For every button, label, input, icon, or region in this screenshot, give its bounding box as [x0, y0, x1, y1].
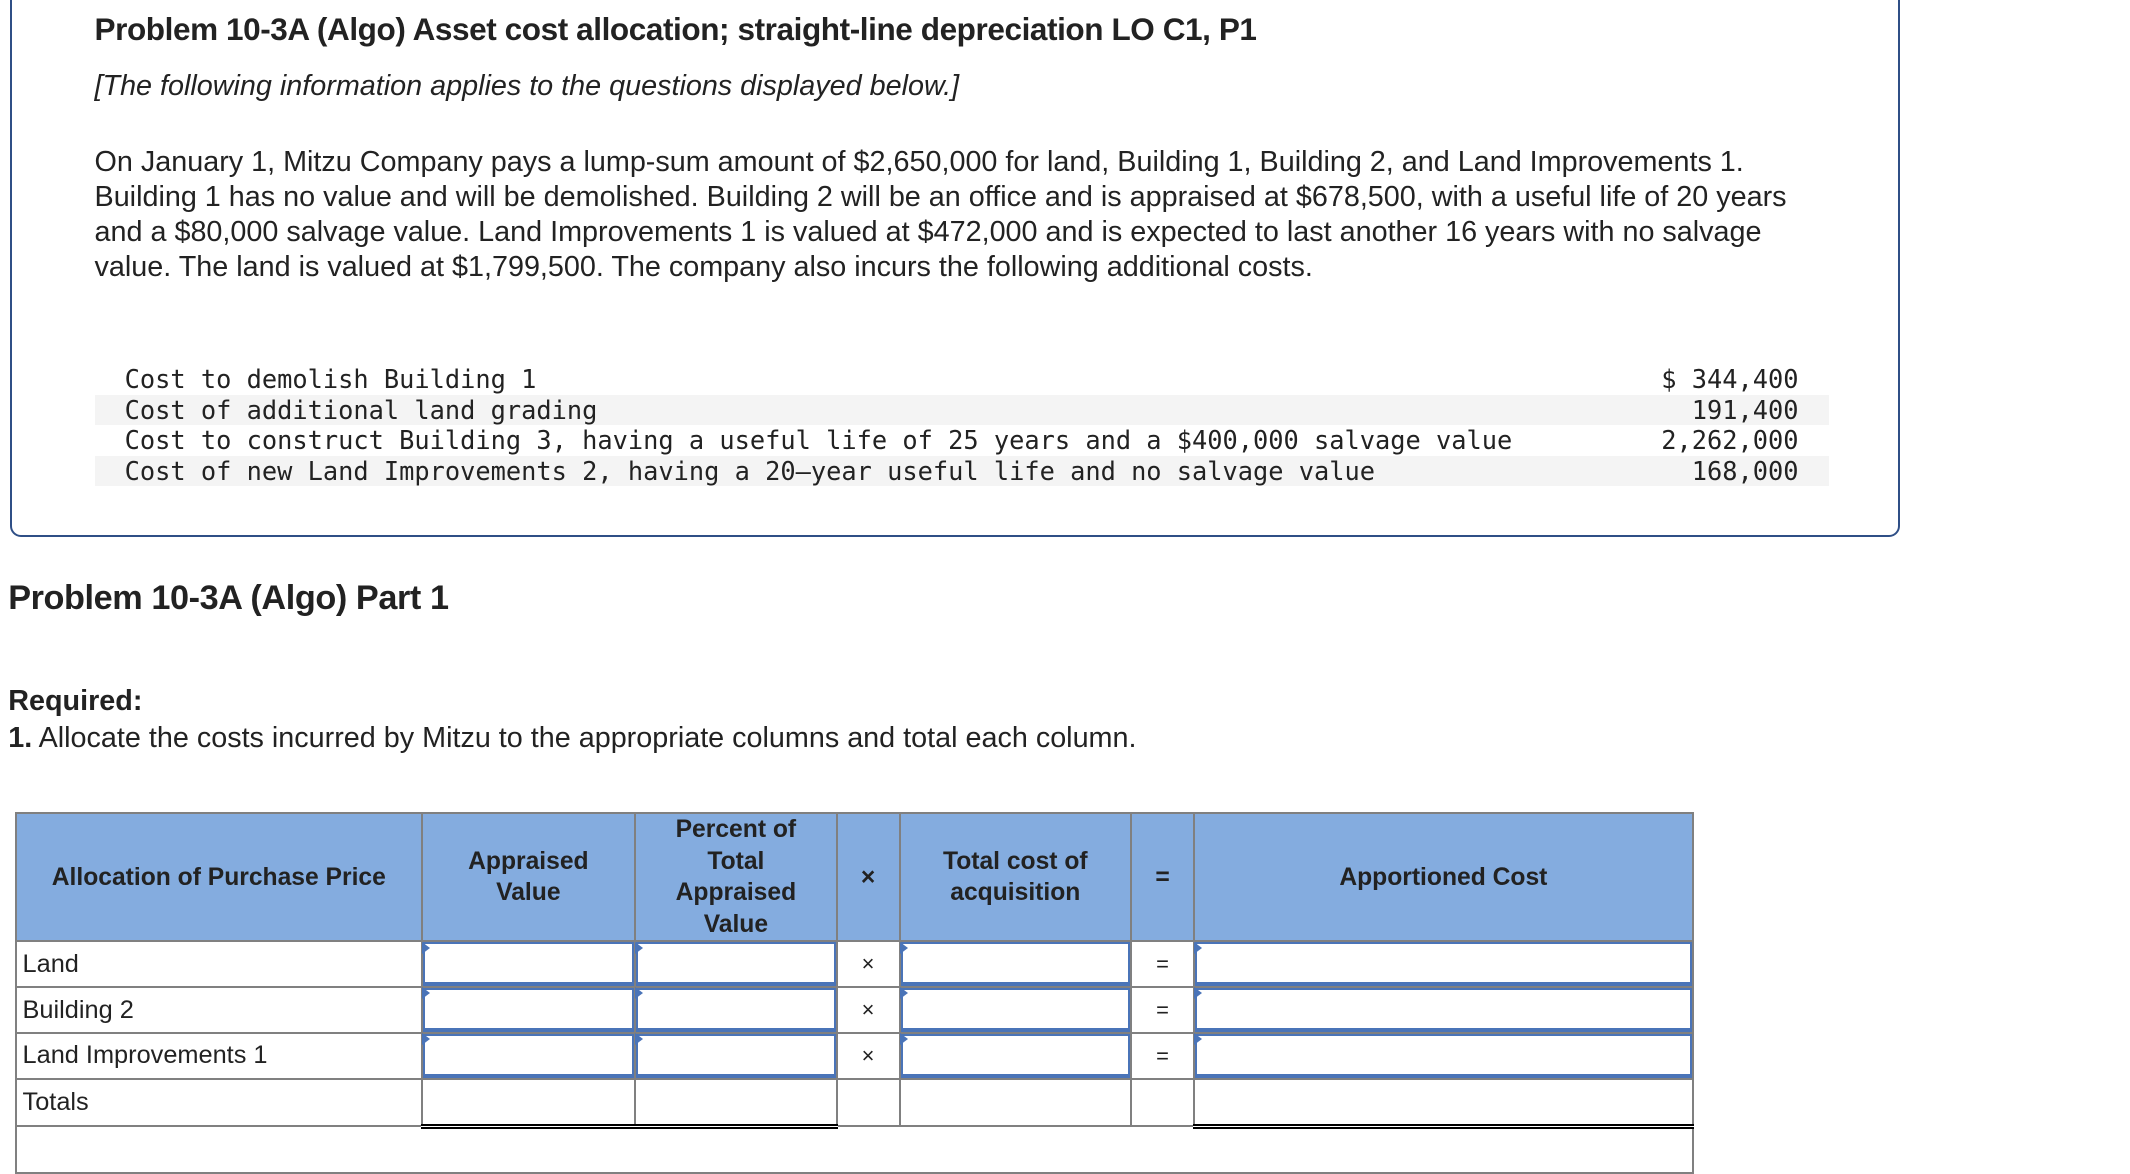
header-times: ×	[837, 813, 900, 941]
allocation-table	[15, 812, 1694, 1174]
table-row	[16, 1033, 1693, 1079]
total-appraised-value-cell[interactable]	[422, 1079, 636, 1126]
cost-row	[95, 456, 1829, 487]
table-row	[16, 941, 1693, 987]
cost-amount: 168,000	[1691, 455, 1799, 486]
header-total-cost: Total cost of acquisition	[900, 813, 1131, 941]
requirement-number: 1.	[8, 721, 33, 754]
problem-intro: [The following information applies to the questions displayed below.]	[94, 69, 960, 102]
row-label: Building 2	[16, 987, 421, 1033]
empty-cell	[900, 1079, 1131, 1126]
cost-row	[95, 395, 1829, 426]
total-percent-cell[interactable]	[635, 1079, 836, 1126]
cost-label: Cost to demolish Building 1	[124, 364, 537, 395]
required-label: Required:	[8, 684, 143, 717]
cost-amount: 191,400	[1691, 394, 1799, 425]
cost-amount: $ 344,400	[1661, 364, 1799, 395]
equals-sign: =	[1131, 987, 1194, 1033]
row-label: Land	[16, 941, 421, 987]
equals-sign: =	[1131, 941, 1194, 987]
problem-title: Problem 10-3A (Algo) Asset cost allocation; straight-line depreciation LO C1, P1	[94, 10, 1257, 47]
building2-apportioned-cost-input[interactable]	[1195, 988, 1692, 1032]
equals-sign: =	[1131, 1033, 1194, 1079]
problem-description: On January 1, Mitzu Company pays a lump-sum amount of $2,650,000 for land, Building 1, Building 2, and Land Improvements 1. Building 1 has no value and will be demolished. Building 2 will be an office and is appraised at $678,500, with a useful life of 20 years and a $80,000 salvage value. Land Improvements 1 is valued at $472,000 and is expected to last another 16 years with no salvage value. The land is valued at $1,799,500. The company also incurs the following additional costs.	[94, 146, 1787, 284]
blank-cell	[16, 1126, 1693, 1173]
additional-costs-table	[95, 364, 1829, 486]
land-improvements1-appraised-value-input[interactable]	[423, 1034, 635, 1078]
land-percent-input[interactable]	[636, 942, 835, 986]
header-apportioned-cost: Apportioned Cost	[1194, 813, 1693, 941]
empty-cell	[1131, 1079, 1194, 1126]
blank-row	[16, 1126, 1693, 1173]
land-total-cost-input[interactable]	[901, 942, 1130, 986]
times-sign: ×	[837, 987, 900, 1033]
building2-total-cost-input[interactable]	[901, 988, 1130, 1032]
land-appraised-value-input[interactable]	[423, 942, 635, 986]
totals-label: Totals	[16, 1079, 421, 1126]
building2-appraised-value-input[interactable]	[423, 988, 635, 1032]
requirement-text	[8, 722, 1136, 755]
part-title: Problem 10-3A (Algo) Part 1	[8, 579, 449, 618]
times-sign: ×	[837, 941, 900, 987]
times-sign: ×	[837, 1033, 900, 1079]
land-improvements1-total-cost-input[interactable]	[901, 1034, 1130, 1078]
row-label: Land Improvements 1	[16, 1033, 421, 1079]
cost-label: Cost to construct Building 3, having a useful life of 25 years and a $400,000 salvage value	[124, 425, 1513, 456]
empty-cell	[837, 1079, 900, 1126]
table-row	[16, 987, 1693, 1033]
cost-label: Cost of new Land Improvements 2, having a 20–year useful life and no salvage value	[124, 455, 1376, 486]
cost-label: Cost of additional land grading	[124, 394, 598, 425]
header-percent-total: Percent of Total Appraised Value	[635, 813, 836, 941]
cost-row	[95, 364, 1829, 395]
header-allocation: Allocation of Purchase Price	[16, 813, 421, 941]
totals-row	[16, 1079, 1693, 1126]
header-appraised-value: Appraised Value	[422, 813, 636, 941]
land-improvements1-percent-input[interactable]	[636, 1034, 835, 1078]
cost-row	[95, 425, 1829, 456]
cost-amount: 2,262,000	[1661, 425, 1799, 456]
header-row	[16, 813, 1693, 941]
land-apportioned-cost-input[interactable]	[1195, 942, 1692, 986]
building2-percent-input[interactable]	[636, 988, 835, 1032]
total-apportioned-cost-cell[interactable]	[1194, 1079, 1693, 1126]
header-equals: =	[1131, 813, 1194, 941]
land-improvements1-apportioned-cost-input[interactable]	[1195, 1034, 1692, 1078]
requirement-body: Allocate the costs incurred by Mitzu to the appropriate columns and total each column.	[32, 721, 1137, 754]
